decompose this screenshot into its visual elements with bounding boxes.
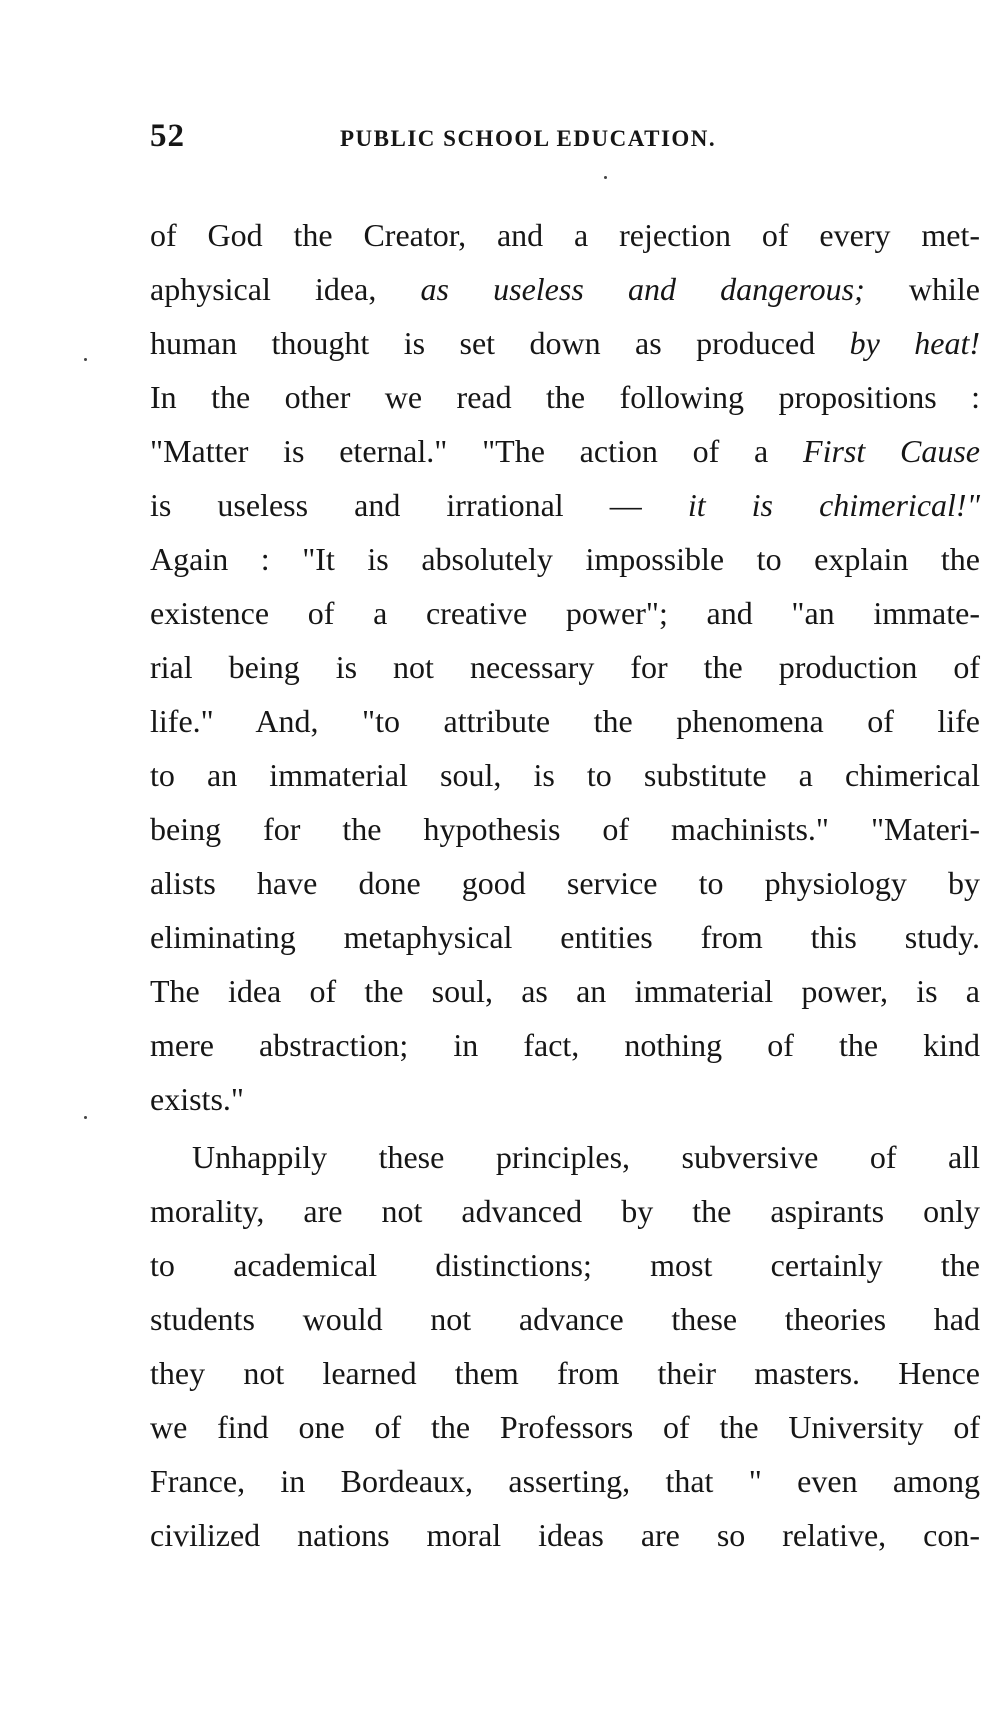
text-line: students would not advance these theories had bbox=[150, 1301, 980, 1337]
running-head: PUBLIC SCHOOL EDUCATION. bbox=[340, 126, 717, 151]
text-line: The idea of the soul, as an immaterial power, is a bbox=[150, 973, 980, 1009]
text-line: being for the hypothesis of machinists." "Materi- bbox=[150, 811, 980, 847]
italic-phrase: by heat! bbox=[849, 325, 981, 361]
text-line: to academical distinctions; most certainly the bbox=[150, 1247, 980, 1283]
text-line: they not learned them from their masters. Hence bbox=[150, 1355, 980, 1391]
print-speck bbox=[84, 358, 87, 361]
paragraph-1 bbox=[150, 208, 980, 1126]
text-line: "Matter is eternal." "The action of a First Cause bbox=[150, 433, 981, 469]
text-line: mere abstraction; in fact, nothing of the kind bbox=[150, 1027, 980, 1063]
text-line: aphysical idea, as useless and dangerous; while bbox=[150, 271, 981, 307]
text-line: human thought is set down as produced by heat! bbox=[150, 325, 981, 361]
text-line: Again : "It is absolutely impossible to explain the bbox=[150, 541, 980, 577]
text-line: is useless and irrational — it is chimerical!" bbox=[150, 487, 981, 523]
paragraph-2 bbox=[150, 1130, 980, 1562]
text-line: of God the Creator, and a rejection of every met- bbox=[150, 217, 980, 253]
italic-phrase: it is chimerical!" bbox=[687, 487, 981, 523]
italic-phrase: as useless and dangerous; bbox=[420, 271, 865, 307]
text-line: to an immaterial soul, is to substitute a chimerical bbox=[150, 757, 980, 793]
text-line: existence of a creative power"; and "an immate- bbox=[150, 595, 980, 631]
print-speck bbox=[84, 1116, 87, 1119]
text-line: life." And, "to attribute the phenomena of life bbox=[150, 703, 980, 739]
page-header bbox=[150, 118, 985, 158]
text-line: exists." bbox=[150, 1081, 244, 1117]
text-line: In the other we read the following propositions : bbox=[150, 379, 980, 415]
body-text bbox=[150, 208, 980, 1562]
text-line: morality, are not advanced by the aspirants only bbox=[150, 1193, 980, 1229]
text-line: we find one of the Professors of the University of bbox=[150, 1409, 980, 1445]
text-line: eliminating metaphysical entities from this study. bbox=[150, 919, 980, 955]
print-speck bbox=[604, 176, 607, 179]
text-line: France, in Bordeaux, asserting, that " even among bbox=[150, 1463, 980, 1499]
italic-phrase: First Cause bbox=[803, 433, 981, 469]
text-line: alists have done good service to physiology by bbox=[150, 865, 980, 901]
text-line: civilized nations moral ideas are so relative, con- bbox=[150, 1517, 980, 1553]
page-number: 52 bbox=[150, 118, 185, 154]
text-line: rial being is not necessary for the production of bbox=[150, 649, 980, 685]
text-line: Unhappily these principles, subversive of all bbox=[192, 1139, 980, 1175]
